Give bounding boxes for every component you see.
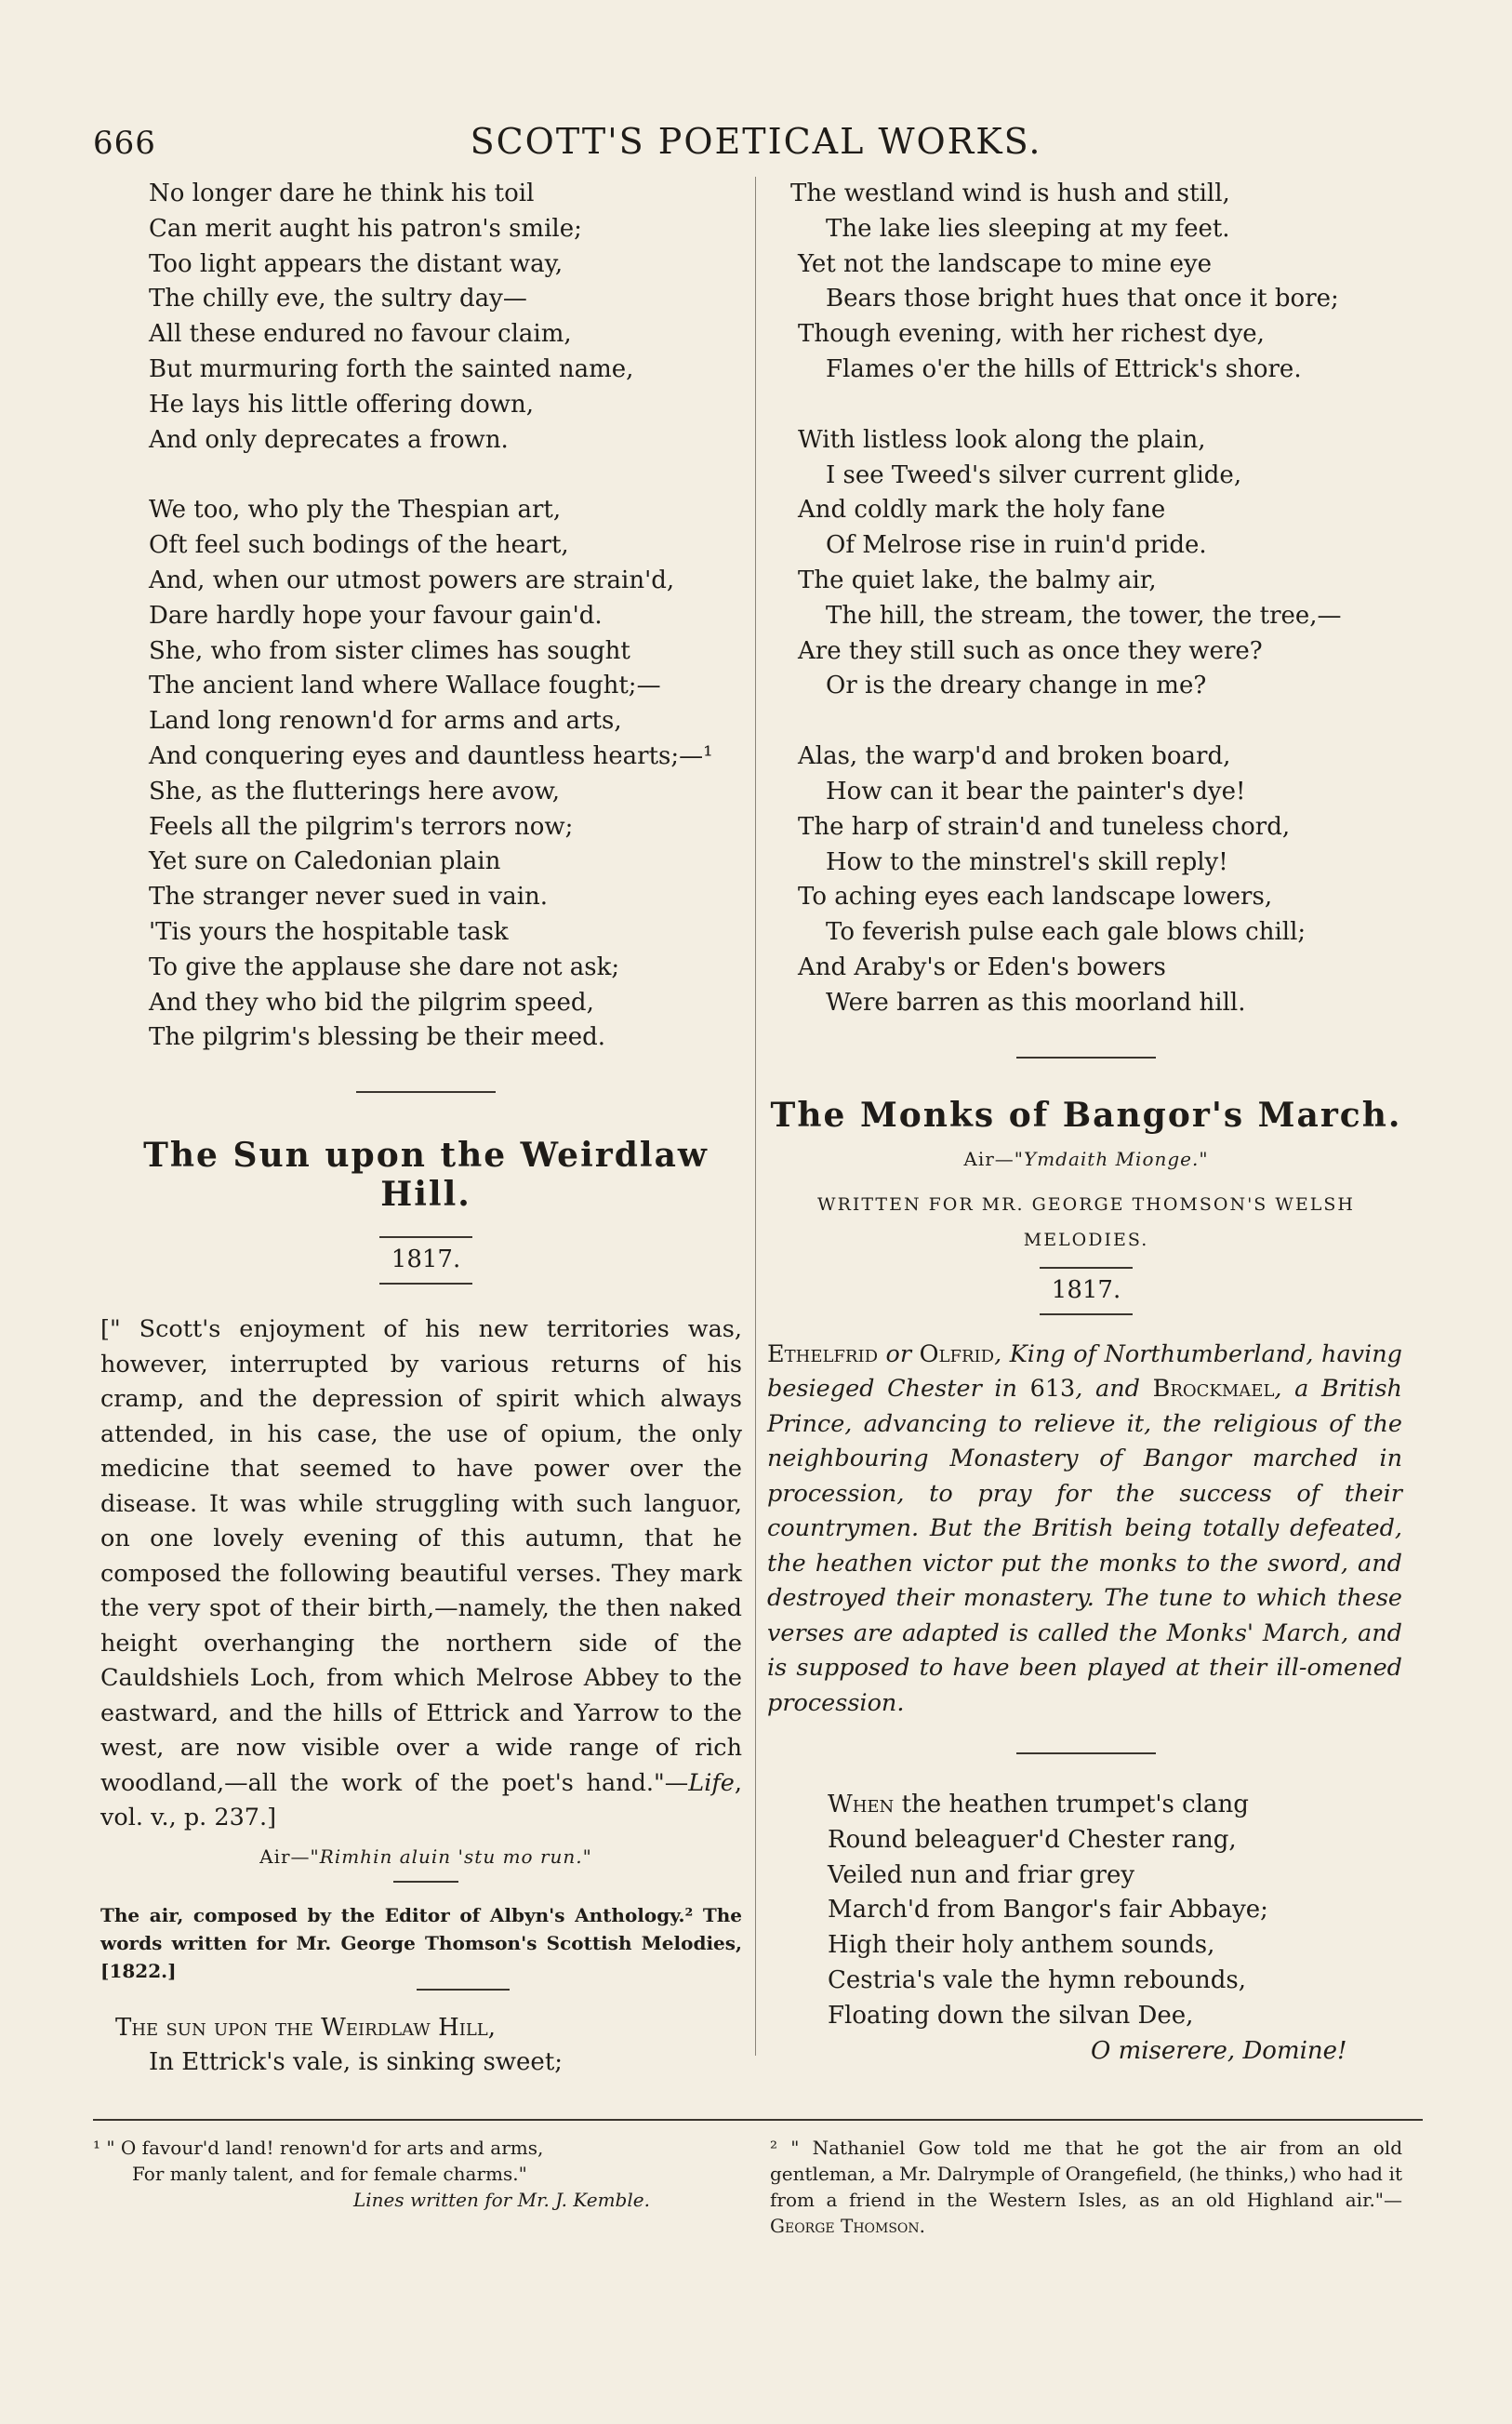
verse-line: With listless look along the plain, xyxy=(798,425,1206,454)
verse-line: The quiet lake, the balmy air, xyxy=(798,566,1157,594)
verse-line: The westland wind is hush and still, xyxy=(790,180,1230,207)
verse-line: Flames o'er the hills of Ettrick's shore. xyxy=(826,354,1302,383)
verse-line: Oft feel such bodings of the heart, xyxy=(149,531,569,560)
date-rule xyxy=(379,1283,472,1285)
footnote-rule xyxy=(93,2119,1423,2121)
air-close: " xyxy=(1199,1147,1209,1170)
stanza xyxy=(770,739,1402,1020)
verse-line: The ancient land where Wallace fought;— xyxy=(149,672,661,700)
verse-line: Were barren as this moorland hill. xyxy=(826,988,1246,1017)
verse-line: Can merit aught his patron's smile; xyxy=(149,214,582,243)
verse-line: How can it bear the painter's dye! xyxy=(826,777,1246,806)
intro-name: Ethelfrid xyxy=(767,1339,878,1368)
poem-introduction xyxy=(767,1338,1402,1722)
verse-line: Bears those bright hues that once it bore; xyxy=(826,285,1339,313)
verse-line: And coldly mark the holy fane xyxy=(798,496,1166,525)
poem-date: 1817. xyxy=(1051,1275,1121,1304)
verse-line: Feels all the pilgrim's terrors now; xyxy=(149,812,574,841)
page-header xyxy=(93,121,1419,167)
verse-line: I see Tweed's silver current glide, xyxy=(826,460,1242,489)
verse-line: And conquering eyes and dauntless hearts;—¹ xyxy=(149,741,713,770)
stanza xyxy=(110,177,742,458)
intro-text: , King of Northumberland, having besieged Chester in xyxy=(767,1339,1402,1404)
footnote-source: Lines written for Mr. J. Kemble. xyxy=(353,2189,650,2211)
air-rule xyxy=(393,1881,458,1883)
right-column xyxy=(767,177,1402,2069)
verse-line: March'd from Bangor's fair Abbaye; xyxy=(828,1896,1268,1925)
intro-text: or xyxy=(878,1339,920,1368)
verse-line: Veiled nun and friar grey xyxy=(828,1860,1135,1889)
verse-line: Or is the dreary change in me? xyxy=(826,672,1207,700)
verse-line: Cestria's vale the hymn rebounds, xyxy=(828,1966,1247,1995)
poem-title: The Monks of Bangor's March. xyxy=(770,1095,1402,1135)
stanza xyxy=(770,423,1402,704)
verse-line: The lake lies sleeping at my feet. xyxy=(826,214,1230,243)
stanza xyxy=(110,493,742,1056)
intro-text: , a British Prince, advancing to relieve it, the religious of the neighbouring Monastery of Bangor marched in procession, to pray for the success of their countrymen. But the British being totally defeated, the heathen victor put the monks to the sword, and destroyed their monastery. The tune to which these verses are adapted is called the Monks' March, and is supposed to have been played at their ill-omened procession. xyxy=(767,1375,1402,1717)
air-label: Air—" xyxy=(963,1147,1025,1170)
verse-line: The pilgrim's blessing be their meed. xyxy=(149,1023,606,1052)
verse-line: We too, who ply the Thespian art, xyxy=(149,496,562,525)
verse-line-text: The sun upon the Weirdlaw Hill, xyxy=(115,2013,497,2042)
running-title: SCOTT'S POETICAL WORKS. xyxy=(470,121,1042,162)
verse-line: Though evening, with her richest dye, xyxy=(798,320,1265,349)
verse-start xyxy=(770,1788,1402,2069)
column-divider xyxy=(755,177,756,2056)
verse-line: All these endured no favour claim, xyxy=(149,320,572,349)
verse-line: No longer dare he think his toil xyxy=(149,180,535,207)
section-rule xyxy=(356,1091,496,1093)
verse-line: Dare hardly hope your favour gain'd. xyxy=(149,601,603,630)
verse-line: How to the minstrel's skill reply! xyxy=(826,847,1228,876)
air-close: " xyxy=(582,1845,592,1868)
verse-line: In Ettrick's vale, is sinking sweet; xyxy=(149,2048,564,2077)
verse-line: And only deprecates a frown. xyxy=(149,425,509,454)
footnote-source: George Thomson. xyxy=(770,2215,926,2237)
footnote-text: ² " Nathaniel Gow told me that he got the air from an old gentleman, a Mr. Dalrymple of Orangefield, (he thinks,) who had it from a friend in the Western Isles, as an old Highland air."— xyxy=(770,2137,1402,2211)
poem-title: The Sun upon the Weirdlaw Hill. xyxy=(143,1136,709,1215)
verse-line: Yet sure on Caledonian plain xyxy=(149,847,501,876)
poem-introduction xyxy=(100,1312,742,1836)
date-rule xyxy=(1040,1313,1133,1315)
verse-line: To feverish pulse each gale blows chill; xyxy=(826,918,1306,947)
intro-text: [" Scott's enjoyment of his new territories was, however, interrupted by various returns of his cramp, and the depression of spirit which always attended, in his case, the use of opium, the only medicine that seemed to have power over the disease. It was while struggling with such languor, on one lovely evening of this autumn, that he composed the following beautiful verses. They mark the very spot of their birth,—namely, the then naked height overhanging the northern side of the Cauldshiels Loch, from which Melrose Abbey to the eastward, and the hills of Ettrick and Yarrow to the west, are now visible over a wide range of rich woodland,—all the work of the poet's hand."— xyxy=(100,1315,742,1797)
verse-line: She, who from sister climes has sought xyxy=(149,636,630,665)
verse-line: Round beleaguer'd Chester rang, xyxy=(828,1825,1237,1854)
air-note: The air, composed by the Editor of Albyn's Anthology.² The words written for Mr. George Thomson's Scottish Melodies, [1822.] xyxy=(100,1903,742,1982)
air-line xyxy=(770,1148,1402,1170)
written-for-line: MELODIES. xyxy=(1023,1229,1149,1250)
written-for-line: WRITTEN FOR MR. GEORGE THOMSON'S WELSH xyxy=(817,1193,1355,1215)
footnote-line: ¹ " O favour'd land! renown'd for arts and arms, xyxy=(93,2137,544,2159)
verse-start xyxy=(110,2011,742,2082)
verse-line: High their holy anthem sounds, xyxy=(828,1931,1215,1960)
verse-line-text: the heathen trumpet's clang xyxy=(894,1791,1249,1819)
verse-line: 'Tis yours the hospitable task xyxy=(149,917,509,946)
intro-year: 613 xyxy=(1029,1375,1076,1404)
footnote-left xyxy=(93,2135,707,2213)
intro-text-end: , vol. v., p. 237.] xyxy=(100,1768,742,1832)
verse-line: He lays his little offering down, xyxy=(149,390,535,419)
air-label: Air—" xyxy=(259,1845,320,1868)
verse-first-word: When xyxy=(828,1791,895,1819)
verse-line xyxy=(770,1788,1402,1823)
verse-line: Of Melrose rise in ruin'd pride. xyxy=(826,531,1207,560)
stanza xyxy=(770,177,1402,388)
air-line xyxy=(110,1845,742,1868)
title-rule xyxy=(379,1236,472,1238)
note-rule xyxy=(417,1989,510,1991)
intro-text: , and xyxy=(1075,1375,1153,1404)
section-rule xyxy=(1016,1752,1156,1754)
air-name: Ymdaith Mionge. xyxy=(1024,1147,1200,1170)
page-number: 666 xyxy=(93,125,156,162)
verse-line: Yet not the landscape to mine eye xyxy=(798,249,1213,278)
section-rule xyxy=(1016,1057,1156,1059)
intro-citation: Life xyxy=(688,1768,735,1797)
air-name: Rimhin aluin 'stu mo run. xyxy=(319,1845,583,1868)
footnote-line: For manly talent, and for female charms." xyxy=(132,2163,527,2185)
footnote-right xyxy=(770,2135,1402,2239)
verse-line xyxy=(110,2011,742,2046)
title-rule xyxy=(1040,1267,1133,1269)
verse-line: Land long renown'd for arms and arts, xyxy=(149,707,622,736)
verse-line: To aching eyes each landscape lowers, xyxy=(798,883,1273,912)
left-column xyxy=(100,177,742,2081)
verse-line: The chilly eve, the sultry day— xyxy=(149,285,527,313)
intro-name: Brockmael xyxy=(1152,1375,1275,1404)
verse-line: And they who bid the pilgrim speed, xyxy=(149,988,594,1017)
verse-line: Floating down the silvan Dee, xyxy=(828,2001,1194,2030)
poem-date: 1817. xyxy=(391,1245,461,1274)
verse-line: Alas, the warp'd and broken board, xyxy=(798,742,1231,771)
verse-line: The harp of strain'd and tuneless chord, xyxy=(798,812,1291,841)
verse-line: O miserere, Domine! xyxy=(1091,2036,1347,2065)
verse-line: Too light appears the distant way, xyxy=(149,249,564,278)
verse-line: She, as the flutterings here avow, xyxy=(149,777,561,806)
verse-line: The stranger never sued in vain. xyxy=(149,883,549,912)
verse-line: To give the applause she dare not ask; xyxy=(149,952,620,981)
verse-line: But murmuring forth the sainted name, xyxy=(149,354,634,383)
verse-line: The hill, the stream, the tower, the tree,— xyxy=(826,601,1342,630)
verse-line: And Araby's or Eden's bowers xyxy=(798,952,1166,981)
intro-name: Olfrid xyxy=(919,1339,995,1368)
verse-line: And, when our utmost powers are strain'd, xyxy=(149,566,675,594)
verse-line: Are they still such as once they were? xyxy=(798,636,1263,665)
